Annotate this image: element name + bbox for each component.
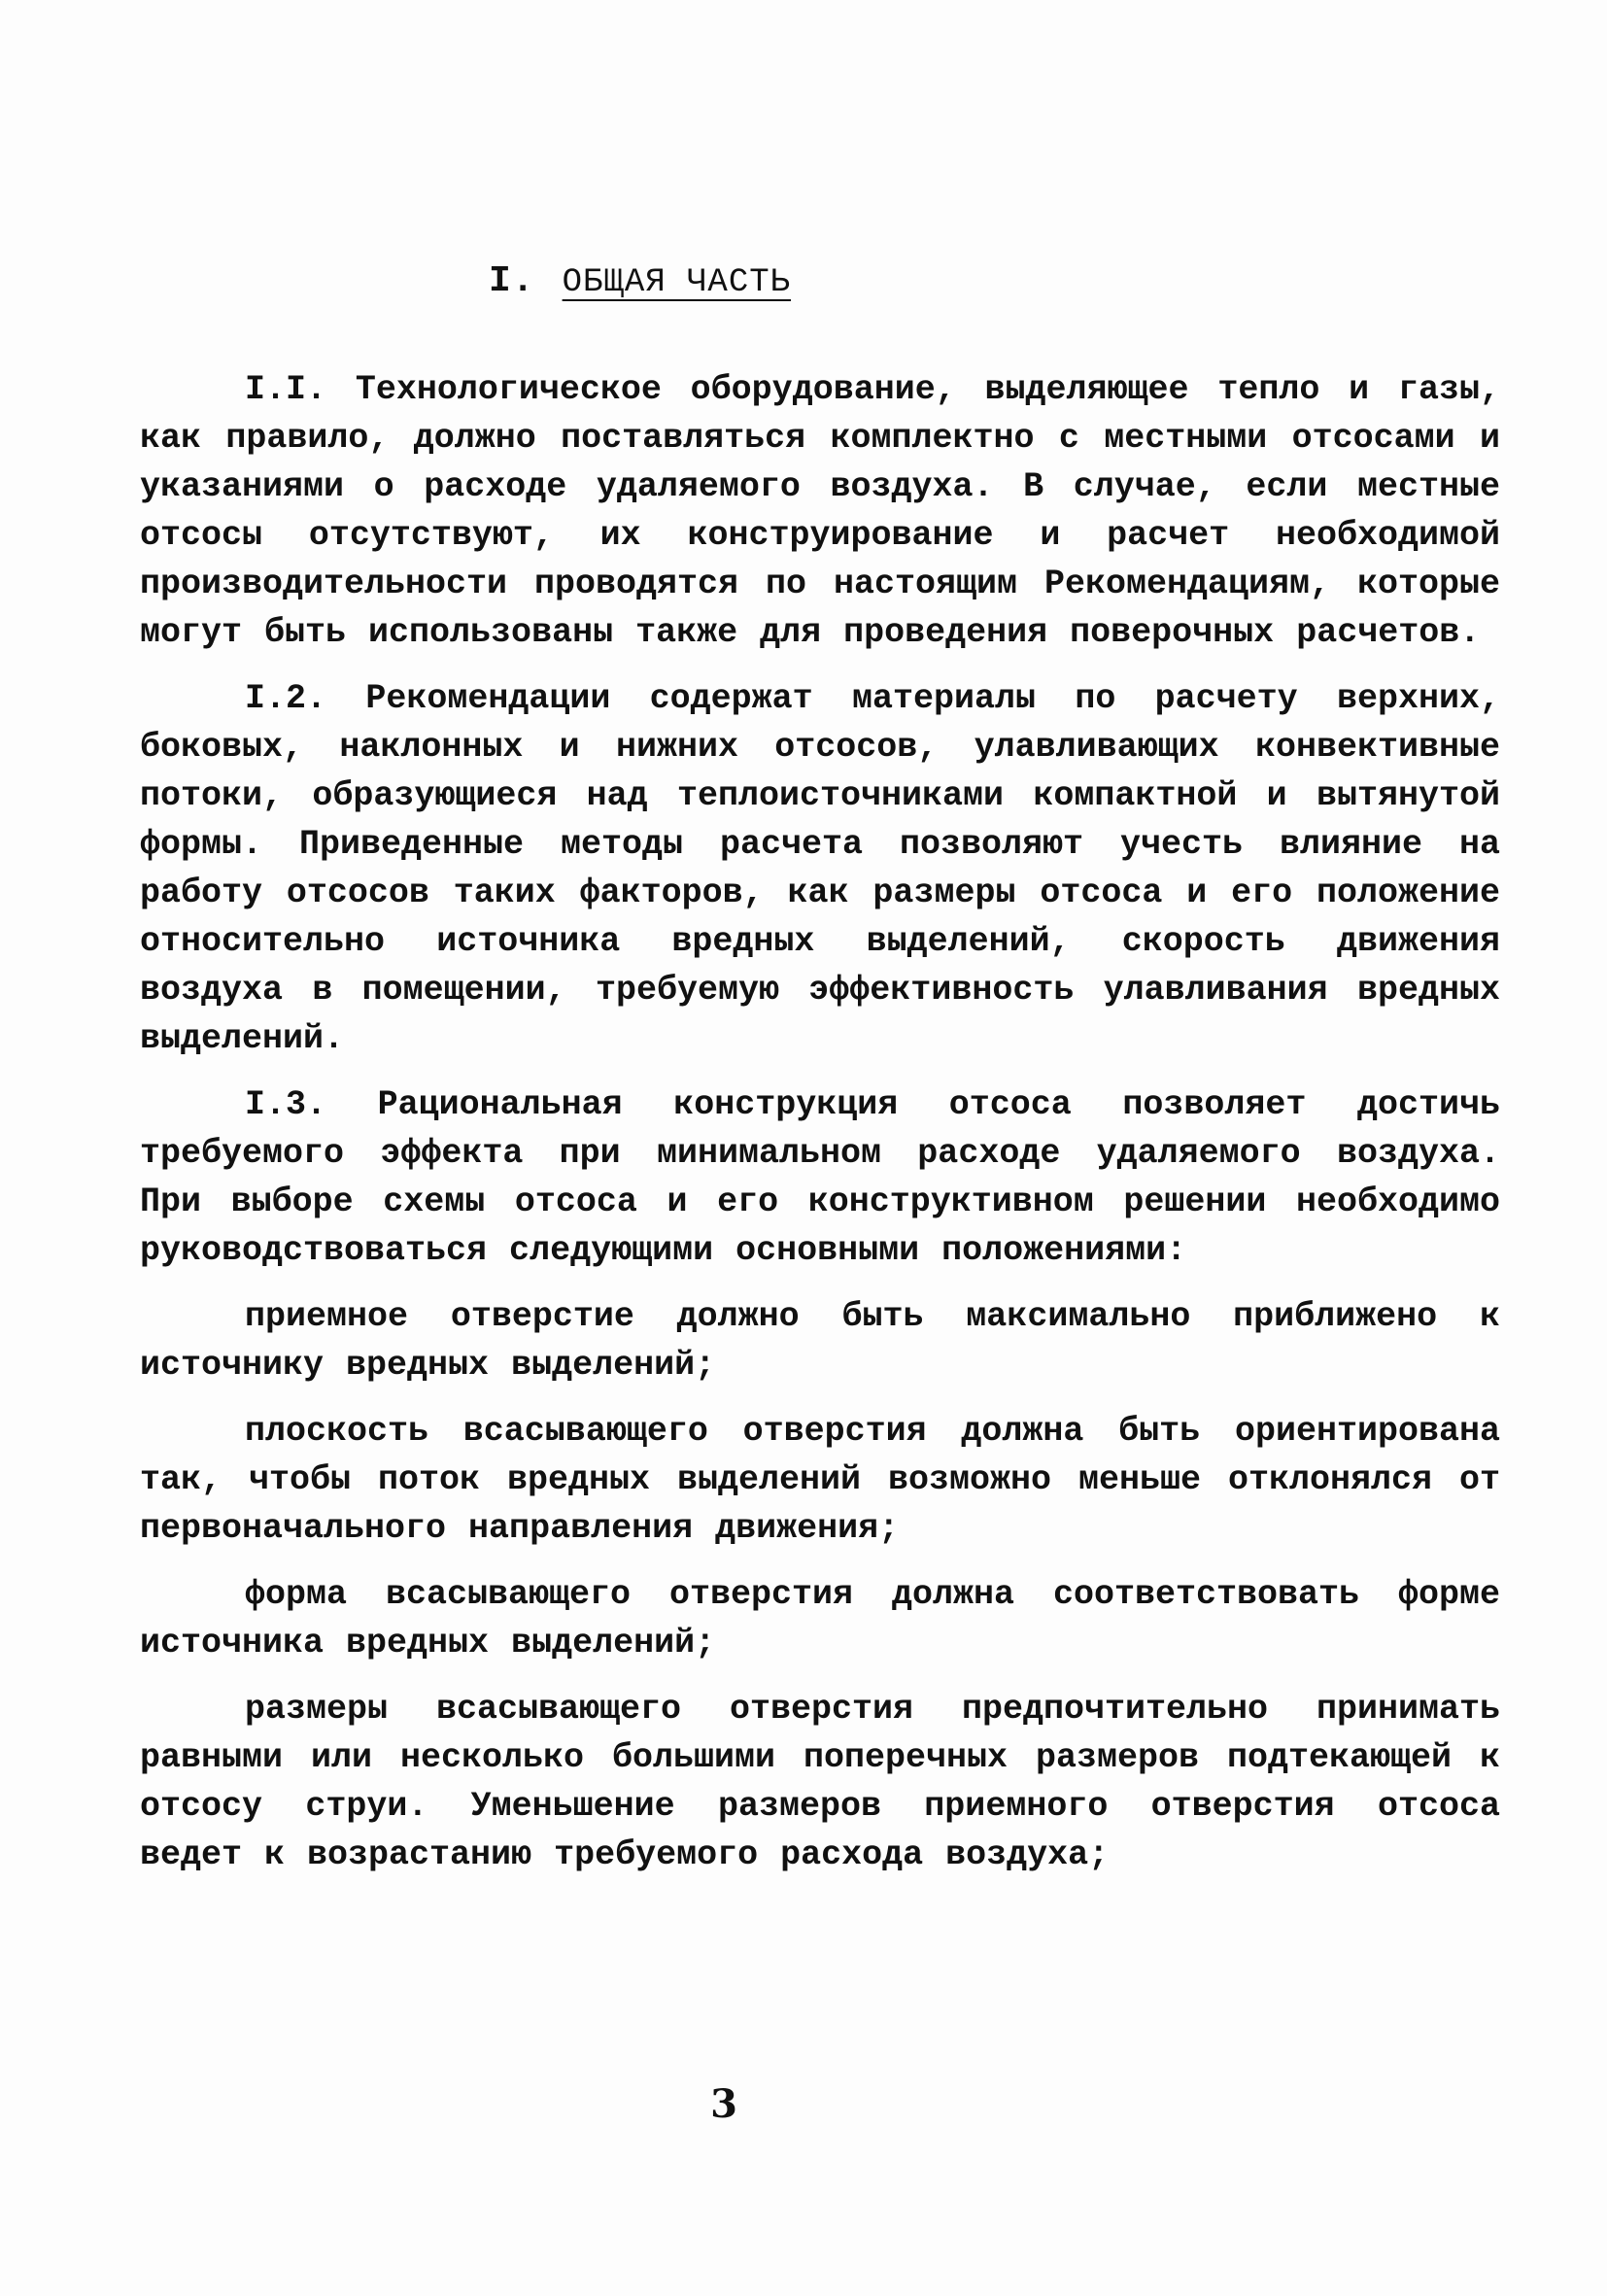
section-heading (489, 260, 834, 302)
list-item-opening-size: размеры всасывающего отверстия предпочтительно принимать равными или несколько большими поперечных размеров подтекающей к отсосу струи. Уменьшение размеров приемного отверстия отсоса ведет к возрастанию требуемого расхода воздуха; (140, 1690, 1500, 1874)
body-text (140, 365, 1500, 1897)
paragraph-1-3: I.3. Рациональная конструкция отсоса позволяет достичь требуемого эффекта при минимальном расходе удаляемого воздуха. При выборе схемы отсоса и его конструктивном решении необходимо руководствоваться следующими основными положениями: (140, 1085, 1500, 1270)
list-item-suction-plane: плоскость всасывающего отверстия должна быть ориентирована так, чтобы поток вредных выделений возможно меньше отклонялся от первоначального направления движения; (140, 1412, 1500, 1548)
paragraph-1-2: I.2. Рекомендации содержат материалы по расчету верхних, боковых, наклонных и нижних отсосов, улавливающих конвективные потоки, образующиеся над теплоисточниками компактной и вытянутой формы. Приведенные методы расчета позволяют учесть влияние на работу отсосов таких факторов, как размеры отсоса и его положение относительно источника вредных выделений, скорость движения воздуха в помещении, требуемую эффективность улавливания вредных выделений. (140, 679, 1500, 1058)
list-item-intake-opening: приемное отверстие должно быть максимально приближено к источнику вредных выделений; (140, 1297, 1500, 1385)
section-title: ОБЩАЯ ЧАСТЬ (562, 264, 792, 301)
paragraph-1-1: I.I. Технологическое оборудование, выделяющее тепло и газы, как правило, должно поставляться комплектно с местными отсосами и указаниями о расходе удаляемого воздуха. В случае, если местные отсосы отсутствуют, их конструирование и расчет необходимой производительности проводятся по настоящим Рекомендациям, которые могут быть использованы также для проведения поверочных расчетов. (140, 370, 1500, 652)
page-number: 3 (710, 2081, 737, 2127)
section-number: I. (489, 260, 535, 302)
list-item-opening-shape: форма всасывающего отверстия должна соответствовать форме источника вредных выделений; (140, 1575, 1500, 1662)
